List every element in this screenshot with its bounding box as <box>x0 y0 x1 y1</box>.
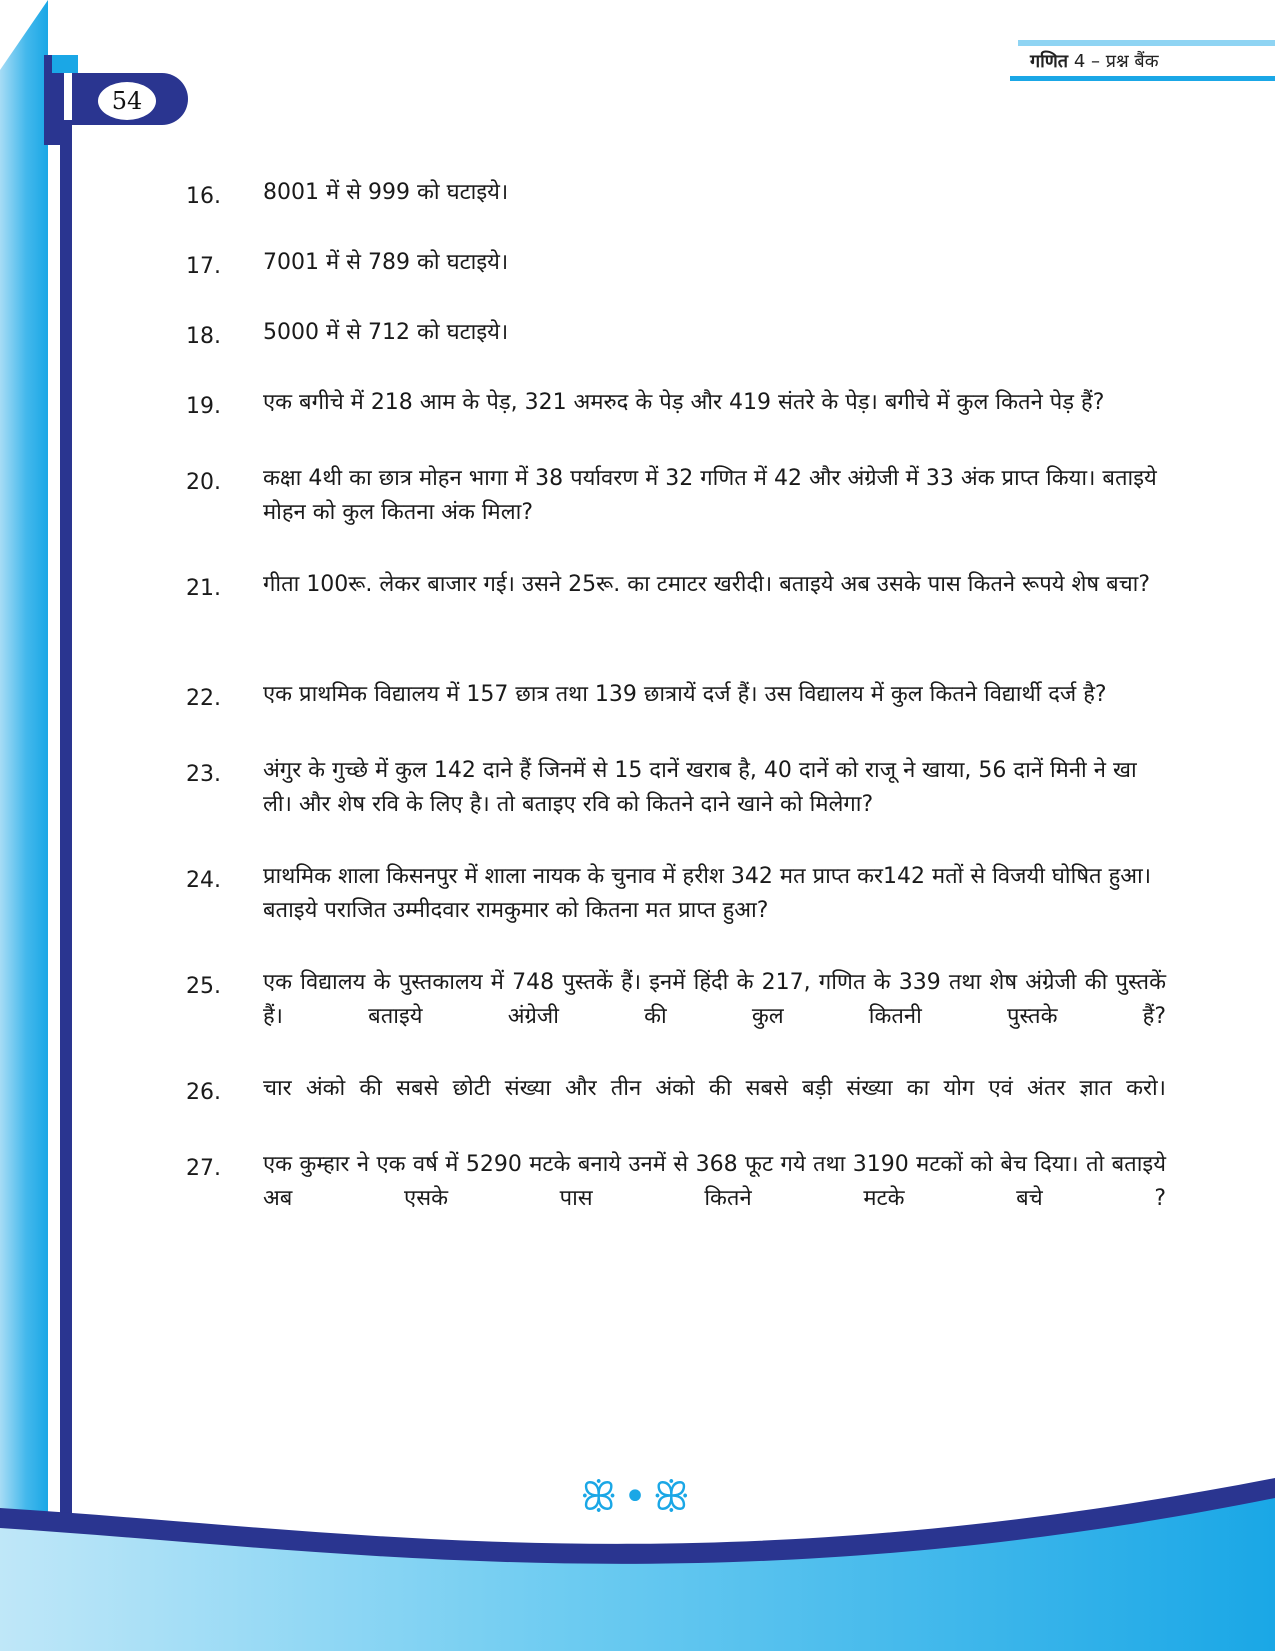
question-21 <box>186 568 1166 606</box>
question-text: 5000 में से 712 को घटाइये। <box>263 320 509 345</box>
header-top-rule <box>1018 40 1275 46</box>
question-text: चार अंको की सबसे छोटी संख्या और तीन अंको की सबसे बड़ी संख्या का योग एवं अंतर ज्ञात करो। <box>263 1076 1166 1101</box>
question-number: 19. <box>186 394 221 419</box>
question-text: प्राथमिक शाला किसनपुर में शाला नायक के चुनाव में हरीश 342 मत प्राप्त कर142 मतों से विजयी घोषित हुआ। बताइये पराजित उम्मीदवार रामकुमार को कितना मत प्राप्त हुआ? <box>263 864 1152 923</box>
question-number: 16. <box>186 184 221 209</box>
header-book: प्रश्न बैंक <box>1105 51 1159 72</box>
running-header <box>1030 51 1275 73</box>
ornament-flourish: ꕥ•ꕥ <box>580 1474 696 1520</box>
question-text: 8001 में से 999 को घटाइये। <box>263 180 509 205</box>
header-rule <box>1010 76 1275 81</box>
question-number: 26. <box>186 1080 221 1105</box>
question-number: 22. <box>186 686 221 711</box>
question-number: 25. <box>186 974 221 999</box>
question-text: 7001 में से 789 को घटाइये। <box>263 250 509 275</box>
question-text: गीता 100रू. लेकर बाजार गई। उसने 25रू. का टमाटर खरीदी। बताइये अब उसके पास कितने रूपये शेष बचा? <box>263 572 1151 597</box>
question-text: एक बगीचे में 218 आम के पेड़, 321 अमरुद के पेड़ और 419 संतरे के पेड़। बगीचे में कुल कितने पेड़ हैं? <box>263 390 1105 415</box>
question-23 <box>186 754 1166 822</box>
question-number: 23. <box>186 762 221 787</box>
question-number: 27. <box>186 1156 221 1181</box>
page-spine-line <box>60 120 72 1520</box>
question-text: एक प्राथमिक विद्यालय में 157 छात्र तथा 139 छात्रायें दर्ज हैं। उस विद्यालय में कुल कितने विद्यार्थी दर्ज है? <box>263 682 1107 707</box>
left-decorative-band <box>0 0 48 1651</box>
header-separator: – <box>1091 51 1100 72</box>
question-number: 24. <box>186 868 221 893</box>
bottom-wave <box>0 1470 1275 1651</box>
question-17 <box>186 246 1166 284</box>
question-16 <box>186 176 1166 214</box>
question-number: 21. <box>186 576 221 601</box>
question-number: 18. <box>186 324 221 349</box>
question-text: अंगुर के गुच्छे में कुल 142 दाने हैं जिनमें से 15 दानें खराब है, 40 दानें को राजू ने खाया, 56 दानें मिनी ने खा ली। और शेष रवि के लिए है। तो बताइए रवि को कितने दाने खाने को मिलेगा? <box>263 758 1137 817</box>
question-19 <box>186 386 1166 424</box>
page-tab-accent <box>52 55 78 73</box>
question-20 <box>186 462 1166 530</box>
question-22 <box>186 678 1166 716</box>
question-text: एक कुम्हार ने एक वर्ष में 5290 मटके बनाये उनमें से 368 फूट गये तथा 3190 मटकों को बेच दिया। तो बताइये अब एसके पास कितने मटके बचे ? <box>263 1152 1166 1211</box>
left-band-fold <box>0 0 48 70</box>
question-number: 17. <box>186 254 221 279</box>
question-list <box>186 176 1166 1216</box>
question-25 <box>186 966 1166 1034</box>
page-number: 54 <box>98 82 156 120</box>
question-number: 20. <box>186 470 221 495</box>
question-18 <box>186 316 1166 354</box>
question-26 <box>186 1072 1166 1110</box>
question-text: एक विद्यालय के पुस्तकालय में 748 पुस्तकें हैं। इनमें हिंदी के 217, गणित के 339 तथा शेष अंग्रेजी की पुस्तकें हैं। बताइये अंग्रेजी की कुल कितनी पुस्तके हैं? <box>263 970 1166 1029</box>
header-grade: 4 <box>1073 51 1086 72</box>
header-subject: गणित <box>1030 51 1069 72</box>
question-27 <box>186 1148 1166 1216</box>
question-text: कक्षा 4थी का छात्र मोहन भागा में 38 पर्यावरण में 32 गणित में 42 और अंग्रेजी में 33 अंक प्राप्त किया। बताइये मोहन को कुल कितना अंक मिला? <box>263 466 1157 525</box>
question-24 <box>186 860 1166 928</box>
